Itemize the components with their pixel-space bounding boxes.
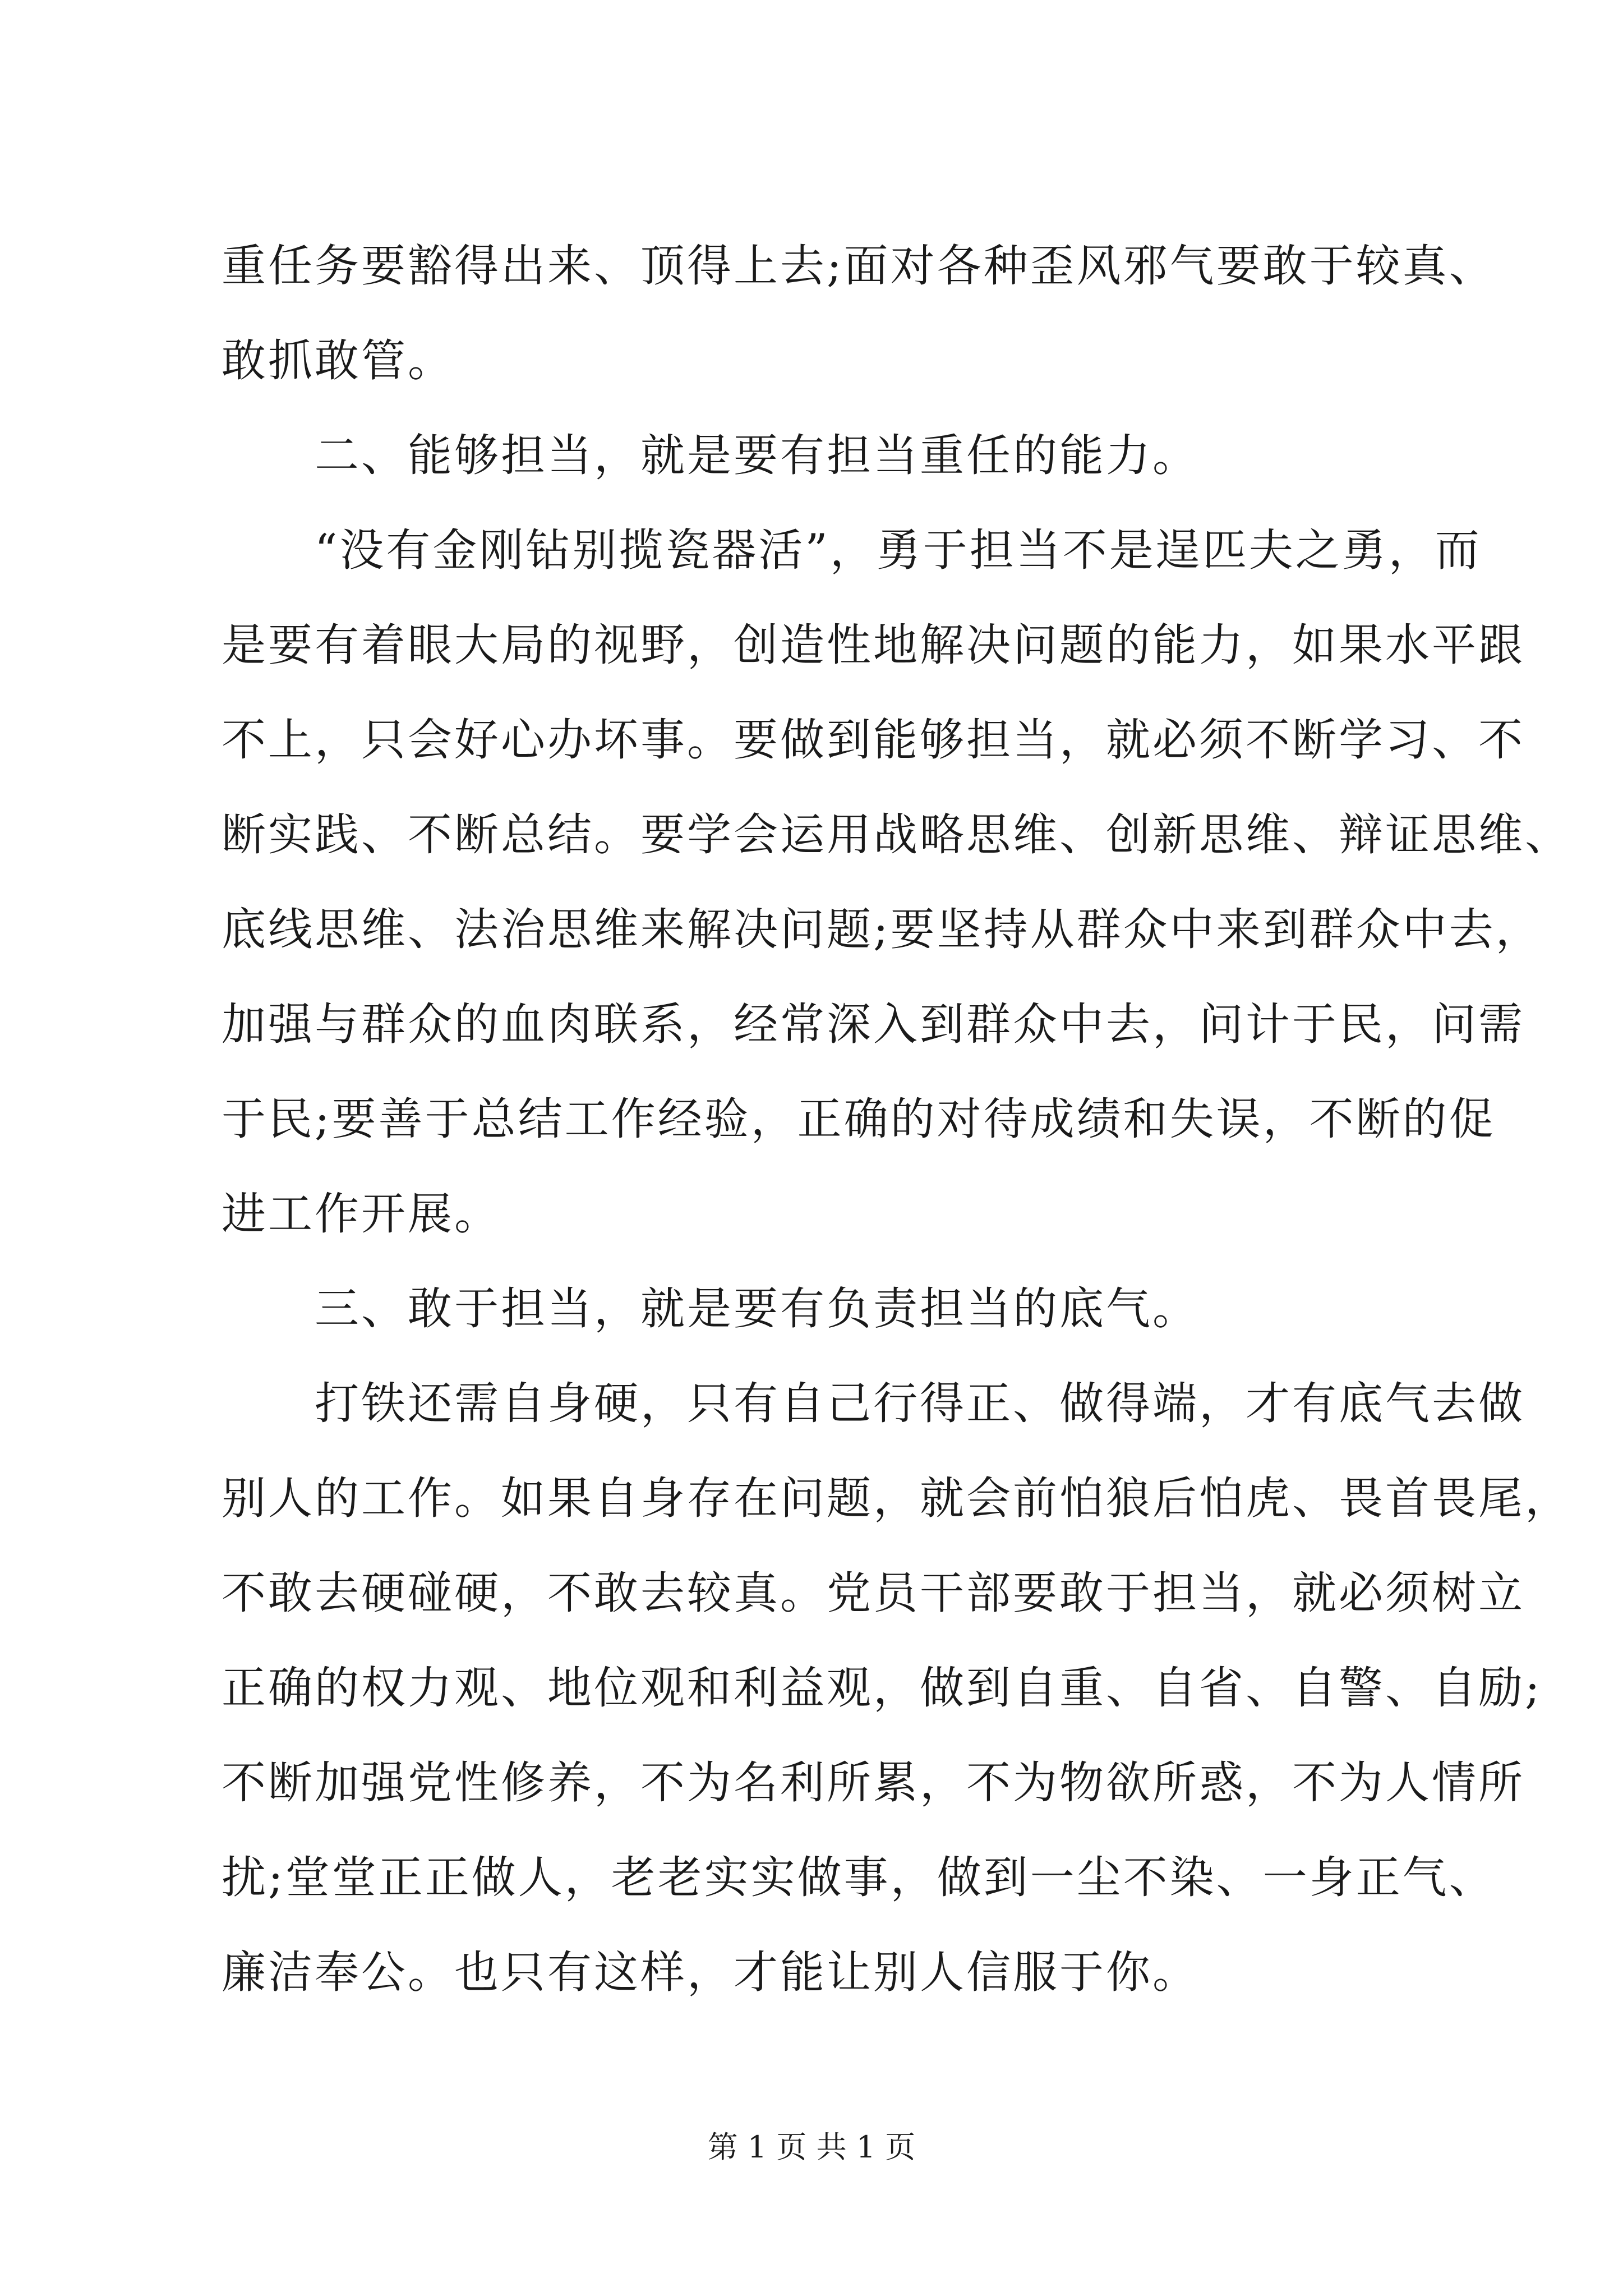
text-line: 重任务要豁得出来、顶得上去;面对各种歪风邪气要敢于较真、 <box>222 240 1496 292</box>
text-line: 别人的工作。如果自身存在问题，就会前怕狼后怕虎、畏首畏尾， <box>222 1473 1571 1524</box>
page-number-footer: 第 1 页 共 1 页 <box>707 2129 916 2165</box>
text-line: 正确的权力观、地位观和利益观，做到自重、自省、自警、自励; <box>222 1662 1542 1714</box>
text-line: 不上，只会好心办坏事。要做到能够担当，就必须不断学习、不 <box>222 714 1525 766</box>
text-line: 断实践、不断总结。要学会运用战略思维、创新思维、辩证思维、 <box>222 809 1571 861</box>
text-line: 是要有着眼大局的视野，创造性地解决问题的能力，如果水平跟 <box>222 619 1525 671</box>
text-line: 进工作开展。 <box>222 1188 501 1240</box>
section-heading: 二、能够担当，就是要有担当重任的能力。 <box>222 430 1199 481</box>
text-line: 扰;堂堂正正做人，老老实实做事，做到一尘不染、一身正气、 <box>222 1852 1496 1903</box>
text-line: “没有金刚钻别揽瓷器活”，勇于担当不是逞匹夫之勇，而 <box>222 524 1482 576</box>
section-heading: 三、敢于担当，就是要有负责担当的底气。 <box>222 1283 1199 1335</box>
text-line: 于民;要善于总结工作经验，正确的对待成绩和失误，不断的促 <box>222 1093 1496 1145</box>
text-line: 不敢去硬碰硬，不敢去较真。党员干部要敢于担当，就必须树立 <box>222 1567 1525 1619</box>
text-line: 打铁还需自身硬，只有自己行得正、做得端，才有底气去做 <box>222 1378 1525 1429</box>
text-line: 底线思维、法治思维来解决问题;要坚持从群众中来到群众中去， <box>222 904 1542 955</box>
text-line: 敢抓敢管。 <box>222 335 454 386</box>
text-line: 加强与群众的血肉联系，经常深入到群众中去，问计于民，问需 <box>222 999 1525 1050</box>
text-line: 廉洁奉公。也只有这样，才能让别人信服于你。 <box>222 1947 1199 1998</box>
body-text <box>222 219 1571 2020</box>
text-line: 不断加强党性修养，不为名利所累，不为物欲所惑，不为人情所 <box>222 1757 1525 1809</box>
